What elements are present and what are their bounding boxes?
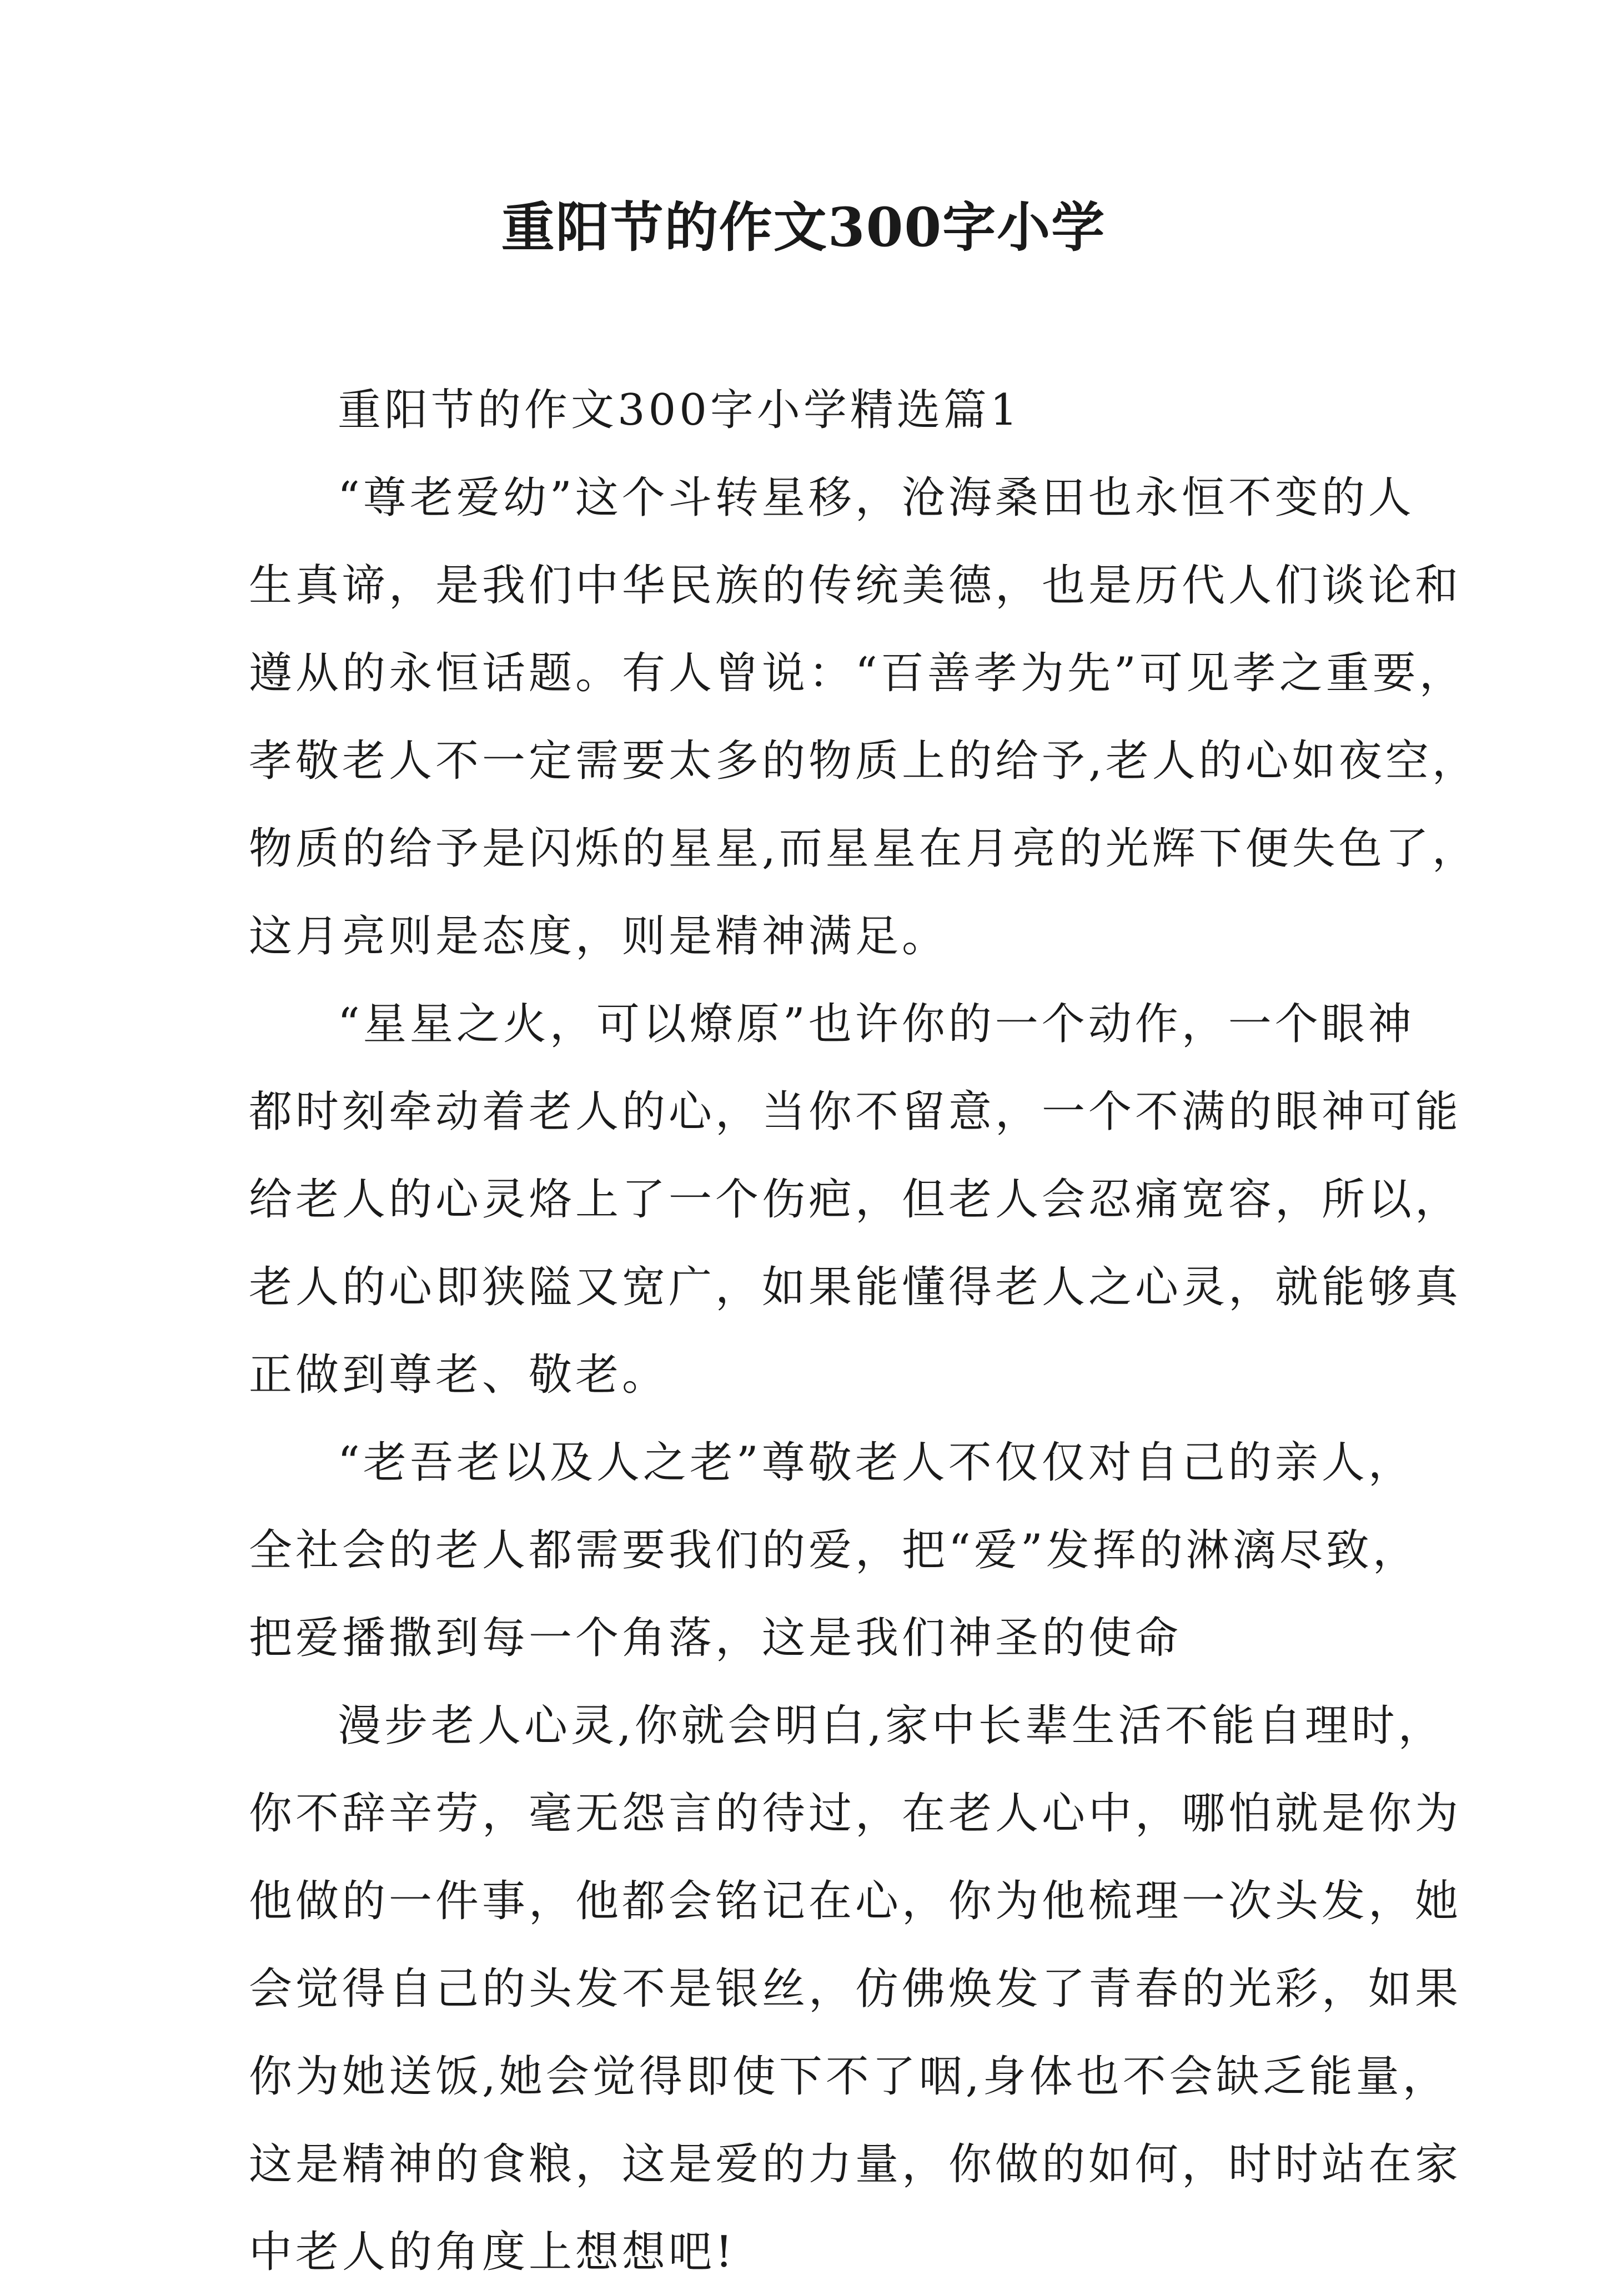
text-line: 物质的给予是闪烁的星星,而星星在月亮的光辉下便失色了，: [249, 824, 1479, 874]
text-line: 他做的一件事，他都会铭记在心，你为他梳理一次头发，她: [249, 1876, 1462, 1926]
document-body: [249, 366, 1479, 2296]
text-line: 给老人的心灵烙上了一个伤疤，但老人会忍痛宽容，所以，: [249, 1175, 1462, 1225]
text-line: 孝敬老人不一定需要太多的物质上的给予,老人的心如夜空，: [249, 736, 1479, 786]
text-line: 漫步老人心灵,你就会明白,家中长辈生活不能自理时，: [338, 1701, 1445, 1751]
text-line: 你不辞辛劳，毫无怨言的待过，在老人心中，哪怕就是你为: [249, 1789, 1462, 1839]
text-line: 老人的心即狭隘又宽广，如果能懂得老人之心灵，就能够真: [249, 1262, 1462, 1312]
text-line: “老吾老以及人之老”尊敬老人不仅仅对自己的亲人，: [338, 1438, 1415, 1488]
text-line: 你为她送饭,她会觉得即使下不了咽,身体也不会缺乏能量，: [249, 2052, 1449, 2102]
text-line: 生真谛，是我们中华民族的传统美德，也是历代人们谈论和: [249, 561, 1462, 611]
text-line: 中老人的角度上想想吧!: [249, 2227, 736, 2277]
text-line: 重阳节的作文300字小学精选篇1: [338, 385, 1021, 435]
text-line: “星星之火，可以燎原”也许你的一个动作，一个眼神: [338, 999, 1415, 1049]
text-line: 把爱播撒到每一个角落，这是我们神圣的使命: [249, 1613, 1182, 1663]
text-line: “尊老爱幼”这个斗转星移，沧海桑田也永恒不变的人: [338, 473, 1415, 523]
text-line: 全社会的老人都需要我们的爱，把“爱”发挥的淋漓尽致，: [249, 1525, 1419, 1575]
text-line: 这月亮则是态度，则是精神满足。: [249, 912, 949, 961]
document-title: 重阳节的作文300字小学: [501, 196, 1106, 259]
text-line: 遵从的永恒话题。有人曾说：“百善孝为先”可见孝之重要，: [249, 648, 1466, 698]
text-line: 会觉得自己的头发不是银丝，仿佛焕发了青春的光彩，如果: [249, 1964, 1462, 2014]
text-line: 都时刻牵动着老人的心，当你不留意，一个不满的眼神可能: [249, 1087, 1462, 1137]
text-line: 这是精神的食粮，这是爱的力量，你做的如何，时时站在家: [249, 2139, 1462, 2189]
text-line: 正做到尊老、敬老。: [249, 1350, 669, 1400]
